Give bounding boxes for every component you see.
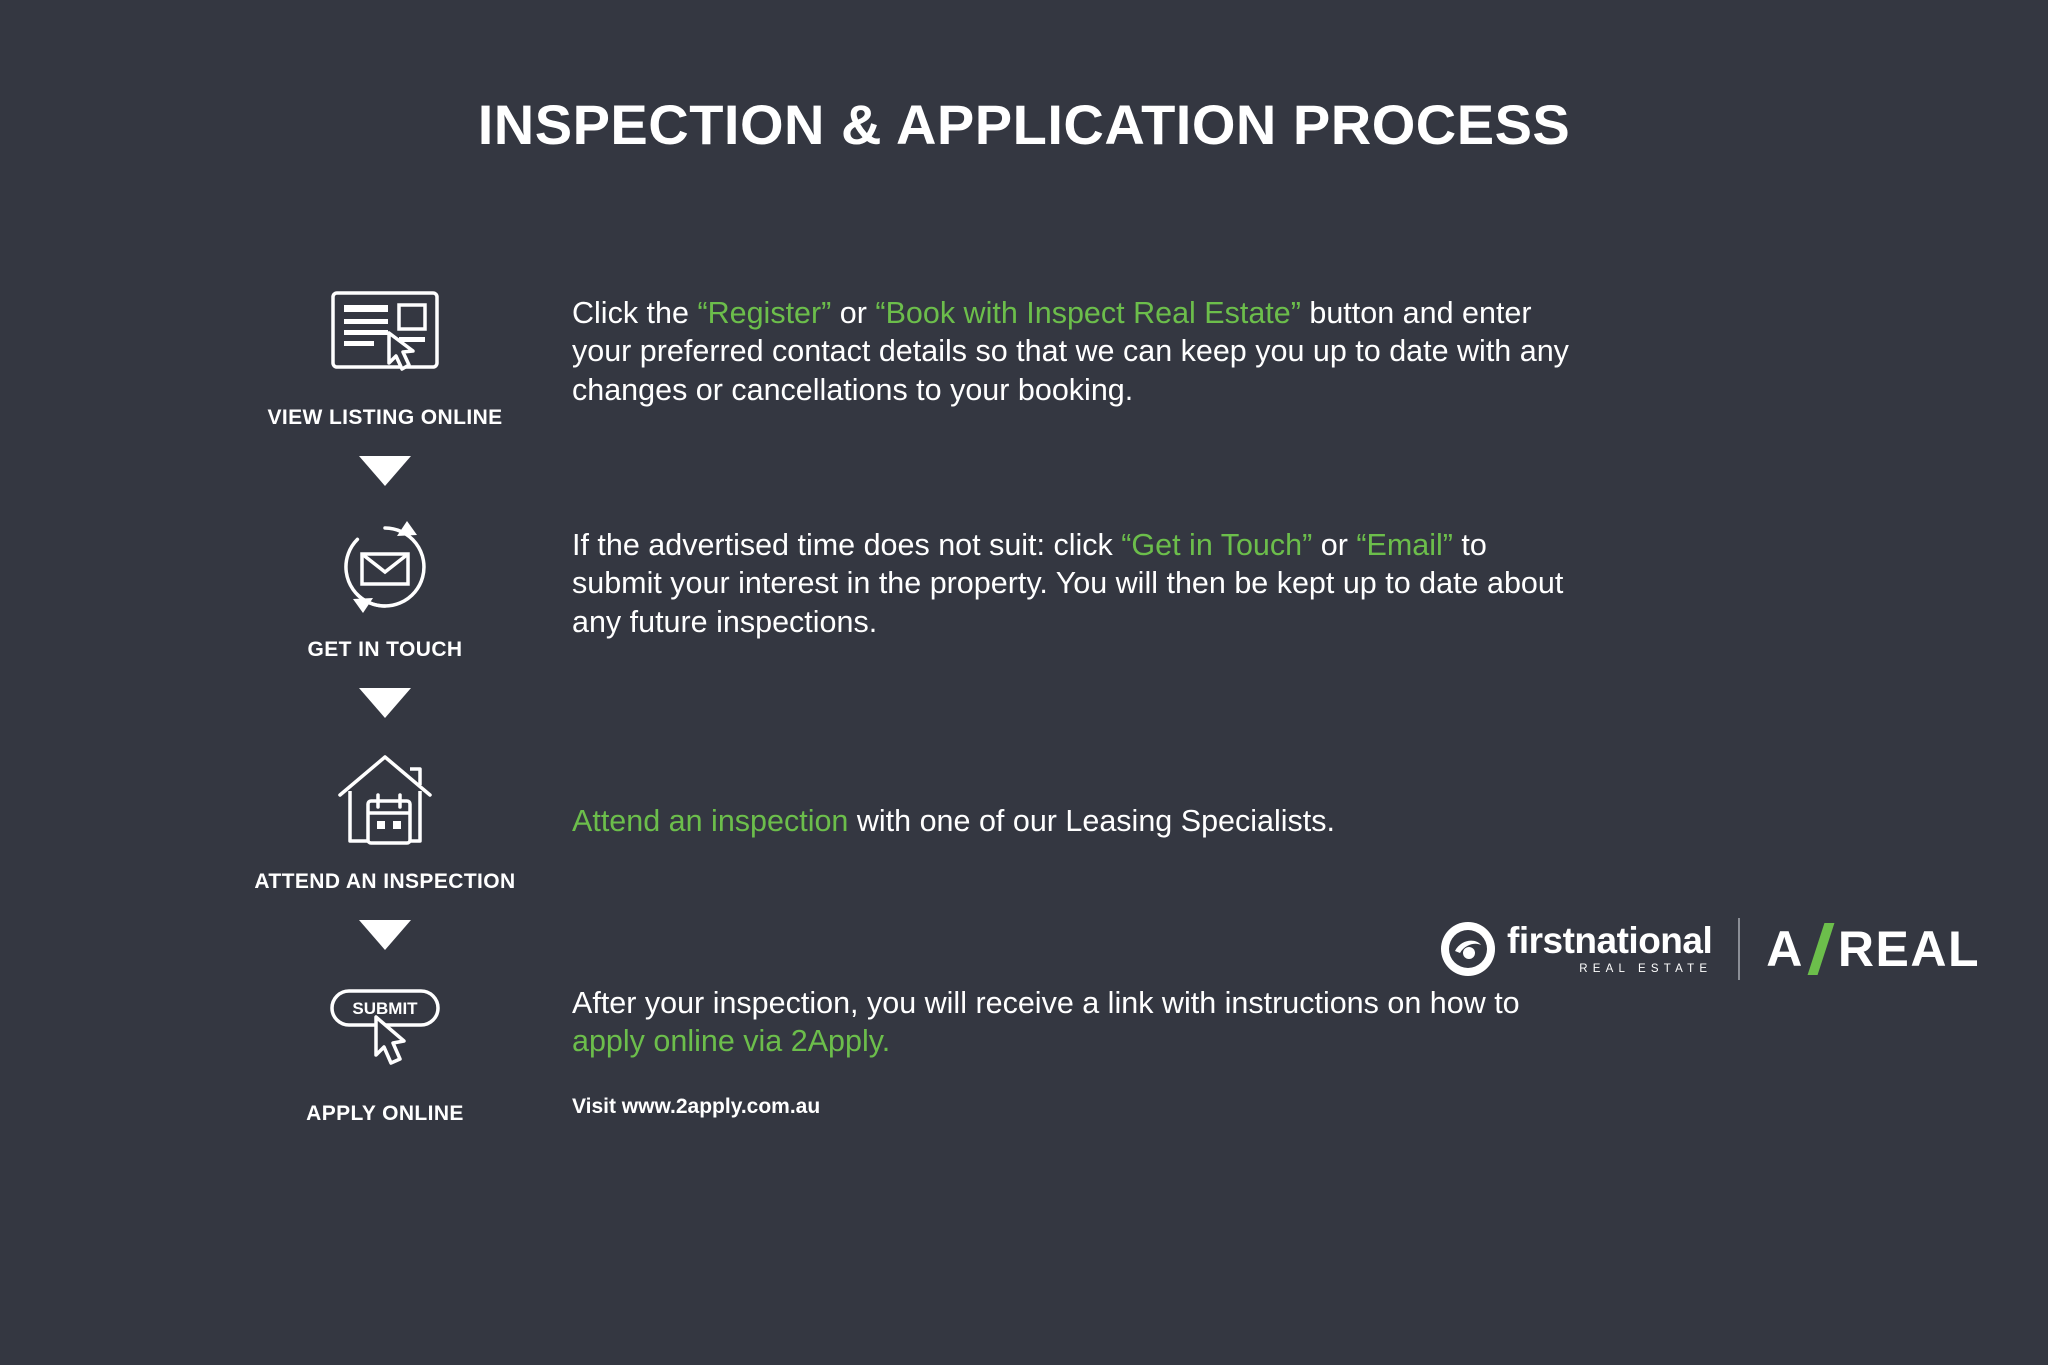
step-2-text xyxy=(572,526,1582,641)
listing-cursor-icon xyxy=(320,280,450,390)
step-2-text-part-5: to submit your interest in the property. You will then be kept up to date about any future inspections. xyxy=(572,528,1564,639)
step-2-body xyxy=(550,512,1840,641)
step-1-body xyxy=(550,280,1840,409)
first-national-logo xyxy=(1441,922,1712,976)
step-2-label: GET IN TOUCH xyxy=(307,638,463,661)
step-1-text-part-1: Click the xyxy=(572,296,698,330)
flow-arrow-3 xyxy=(359,920,411,950)
step-apply-online xyxy=(220,976,1840,1126)
first-national-subtitle: REAL ESTATE xyxy=(1579,963,1713,976)
step-4-text xyxy=(572,984,1582,1061)
house-calendar-icon xyxy=(320,744,450,854)
step-1-text-part-3: or xyxy=(831,296,876,330)
step-2-text-part-1: If the advertised time does not suit: click xyxy=(572,528,1122,562)
step-2-text-part-4: “Email” xyxy=(1356,528,1453,562)
logo-divider xyxy=(1738,918,1740,980)
step-4-body xyxy=(550,976,1840,1119)
step-1-left xyxy=(220,280,550,430)
first-national-mark-icon xyxy=(1441,922,1495,976)
areal-slash-icon xyxy=(1807,923,1834,975)
flow-arrow-1 xyxy=(359,456,411,486)
step-3-text-part-2: with one of our Leasing Specialists. xyxy=(848,804,1335,838)
step-get-in-touch xyxy=(220,512,1840,662)
step-1-text-part-5: button and enter your preferred contact details so that we can keep you up to date with any changes or cancellations to your booking. xyxy=(572,296,1569,407)
step-1-text-part-4: “Book with Inspect Real Estate” xyxy=(875,296,1301,330)
step-1-text xyxy=(572,294,1582,409)
flow-arrow-2 xyxy=(359,688,411,718)
step-1-text-part-2: “Register” xyxy=(697,296,832,330)
step-4-text-part-1: After your inspection, you will receive a link with instructions on how to xyxy=(572,986,1520,1020)
step-2-text-part-2: “Get in Touch” xyxy=(1121,528,1313,562)
step-3-label: ATTEND AN INSPECTION xyxy=(254,870,516,893)
step-2-left xyxy=(220,512,550,662)
step-3-left xyxy=(220,744,550,894)
logo-block xyxy=(1441,918,1980,980)
step-view-listing-online xyxy=(220,280,1840,430)
step-3-body xyxy=(550,744,1840,840)
envelope-refresh-icon xyxy=(320,512,450,622)
step-3-text xyxy=(572,802,1582,840)
step-attend-an-inspection xyxy=(220,744,1840,894)
areal-letter-a: A xyxy=(1766,921,1804,977)
areal-word-real: REAL xyxy=(1837,921,1980,977)
first-national-name: firstnational xyxy=(1507,920,1713,962)
first-national-wordmark xyxy=(1507,922,1712,976)
visit-url-text: Visit www.2apply.com.au xyxy=(572,1094,821,1118)
page-title: INSPECTION & APPLICATION PROCESS xyxy=(477,93,1571,156)
submit-button-cursor-icon xyxy=(320,976,450,1086)
process-flow xyxy=(220,280,1840,1126)
step-4-text-part-2: apply online via 2Apply. xyxy=(572,1024,891,1059)
step-4-left xyxy=(220,976,550,1126)
step-1-label: VIEW LISTING ONLINE xyxy=(267,406,503,429)
step-4-label: APPLY ONLINE xyxy=(306,1102,464,1125)
svg-text:SUBMIT: SUBMIT xyxy=(352,999,418,1018)
step-2-text-part-3: or xyxy=(1312,528,1357,562)
areal-logo xyxy=(1766,920,1980,978)
step-3-text-part-1: Attend an inspection xyxy=(572,804,849,838)
